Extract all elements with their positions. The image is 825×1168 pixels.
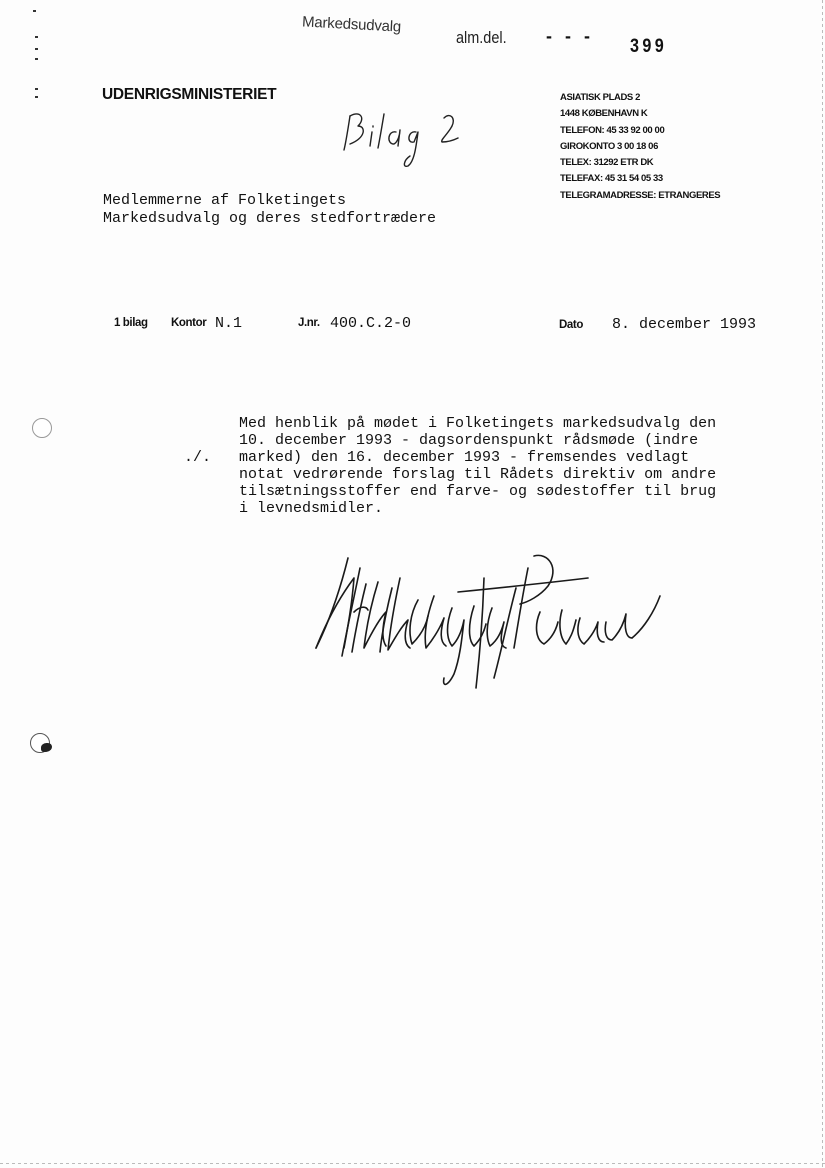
- handwritten-signature: [308, 548, 668, 698]
- page-edge-bottom: [0, 1163, 825, 1164]
- meta-kontor-value: N.1: [215, 315, 243, 332]
- recipient-block: [103, 192, 436, 228]
- body-line: tilsætningsstoffer end farve- og sødestoffer til brug: [239, 483, 717, 500]
- address-line: TELEFAX: 45 31 54 05 33: [560, 173, 663, 185]
- punch-hole-upper: [32, 418, 52, 438]
- punch-hole-shadow: [41, 743, 52, 752]
- body-line: Med henblik på mødet i Folketingets markedsudvalg den: [239, 415, 717, 432]
- handwritten-bilag-2: [336, 104, 476, 174]
- signature: [308, 548, 668, 703]
- body-line: notat vedrørende forslag til Rådets direktiv om andre: [239, 466, 717, 483]
- address-line: TELEFON: 45 33 92 00 00: [560, 124, 665, 136]
- ministry-name: UDENRIGSMINISTERIET: [102, 86, 277, 103]
- meta-dato-value: 8. december 1993: [612, 316, 757, 333]
- meta-bilag: 1 bilag: [114, 317, 148, 329]
- stamp-committee: Markedsudvalg: [301, 13, 402, 36]
- letter-body: [239, 415, 716, 517]
- stamp-dashes: - - -: [546, 26, 594, 46]
- address-line: TELEGRAMADRESSE: ETRANGERES: [560, 189, 721, 201]
- stamp-number: 399: [630, 36, 668, 57]
- handwritten-annotation: [336, 104, 476, 179]
- address-block: [560, 90, 720, 204]
- scan-marks: [33, 8, 39, 108]
- address-line: TELEX: 31292 ETR DK: [560, 157, 654, 169]
- page-edge-right: [822, 0, 823, 1168]
- body-line: i levnedsmidler.: [239, 500, 384, 517]
- stamp-alm-del: alm.del.: [456, 28, 507, 47]
- address-line: ASIATISK PLADS 2: [560, 92, 640, 103]
- address-line: 1448 KØBENHAVN K: [560, 108, 648, 120]
- recipient-line: Markedsudvalg og deres stedfortrædere: [103, 210, 437, 227]
- body-line: 10. december 1993 - dagsordenspunkt rådsmøde (indre: [239, 432, 699, 449]
- meta-dato-label: Dato: [559, 319, 583, 331]
- body-line: marked) den 16. december 1993 - fremsendes vedlagt: [239, 449, 690, 466]
- address-line: GIROKONTO 3 00 18 06: [560, 140, 658, 152]
- enclosure-margin-mark: ./.: [184, 449, 212, 466]
- meta-kontor-label: Kontor: [171, 317, 207, 329]
- meta-jnr-label: J.nr.: [298, 317, 320, 329]
- recipient-line: Medlemmerne af Folketingets: [103, 192, 347, 209]
- meta-jnr-value: 400.C.2-0: [330, 315, 412, 332]
